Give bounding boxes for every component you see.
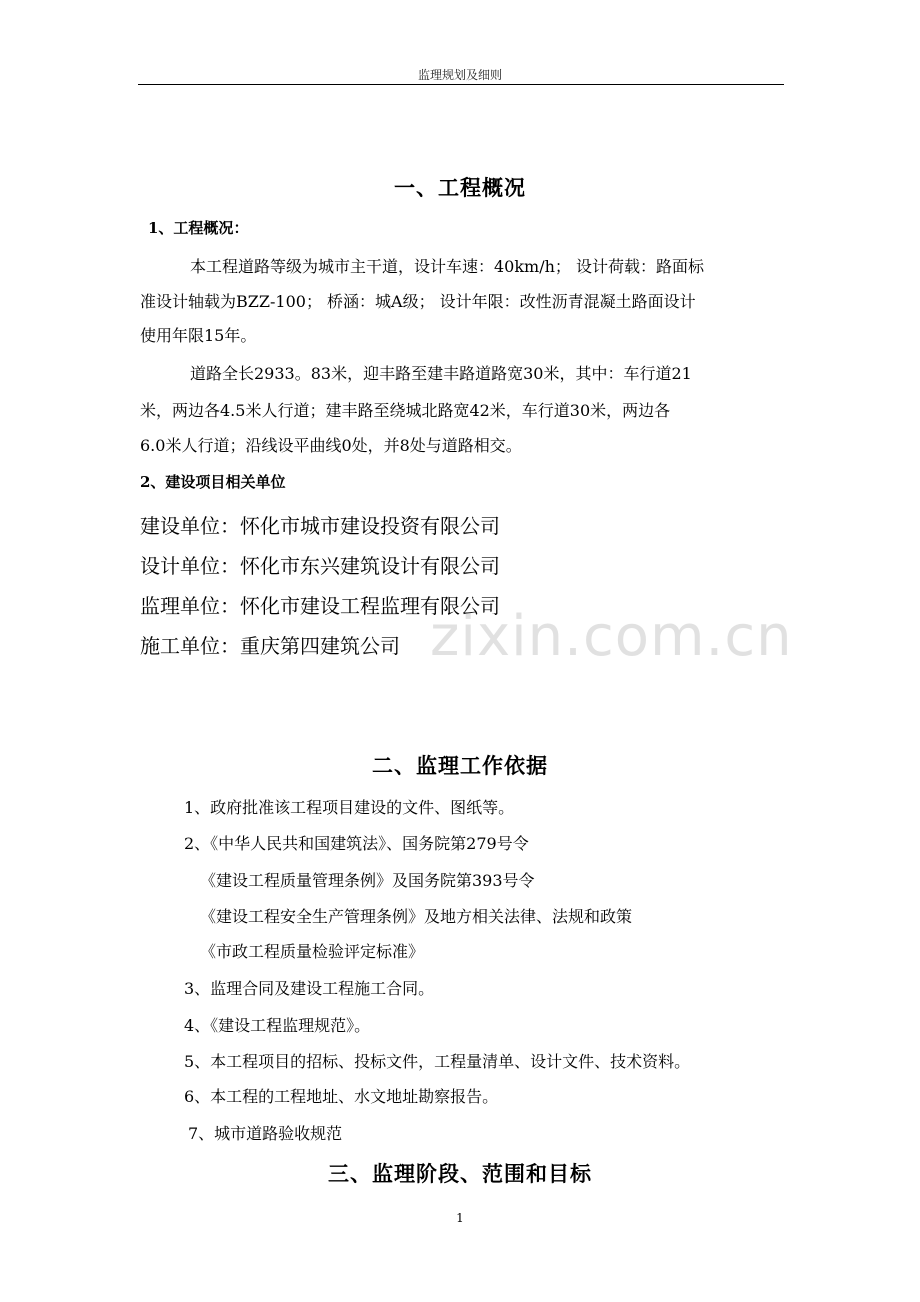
basis-item-4: 4、《建设工程监理规范》。 [184, 1016, 371, 1035]
header-rule [138, 84, 784, 85]
para2-line1: 道路全长2933。83米，迎丰路至建丰路道路宽30米，其中：车行道21 [190, 364, 692, 383]
running-header: 监理规划及细则 [417, 68, 502, 82]
page-number: 1 [456, 1211, 464, 1225]
basis-item-7: 7、城市道路验收规范 [188, 1124, 343, 1143]
subsection-1-title: 1、工程概况： [148, 219, 249, 237]
basis-item-2: 2、《中华人民共和国建筑法》、国务院第279号令 [184, 834, 529, 853]
para1-line1: 本工程道路等级为城市主干道，设计车速：40km/h； 设计荷载：路面标 [190, 257, 705, 276]
basis-item-5: 5、本工程项目的招标、投标文件，工程量清单、设计文件、技术资料。 [184, 1052, 691, 1071]
para2-line2: 米，两边各4.5米人行道；建丰路至绕城北路宽42米，车行道30米，两边各 [140, 401, 671, 420]
basis-item-1: 1、政府批准该工程项目建设的文件、图纸等。 [184, 798, 515, 817]
unit-contractor: 施工单位：重庆第四建筑公司 [140, 634, 400, 658]
unit-design: 设计单位：怀化市东兴建筑设计有限公司 [140, 554, 500, 578]
watermark: zixin.com.cn [430, 604, 793, 669]
section-3-heading: 三、监理阶段、范围和目标 [328, 1161, 592, 1186]
unit-supervision: 监理单位：怀化市建设工程监理有限公司 [140, 594, 500, 618]
basis-item-2c: 《市政工程质量检验评定标准》 [200, 942, 425, 961]
para2-line3: 6.0米人行道；沿线设平曲线0处，并8处与道路相交。 [140, 436, 522, 455]
section-1-heading: 一、工程概况 [394, 175, 526, 200]
unit-construction: 建设单位：怀化市城市建设投资有限公司 [140, 514, 500, 538]
basis-item-3: 3、监理合同及建设工程施工合同。 [184, 979, 435, 998]
para1-line3: 使用年限15年。 [140, 326, 257, 345]
subsection-2-title: 2、建设项目相关单位 [140, 473, 286, 491]
para1-line2: 准设计轴载为BZZ-100； 桥涵：城A级； 设计年限：改性沥青混凝土路面设计 [140, 292, 696, 311]
basis-item-6: 6、本工程的工程地址、水文地址勘察报告。 [184, 1087, 499, 1106]
section-2-heading: 二、监理工作依据 [372, 753, 548, 778]
basis-item-2b: 《建设工程安全生产管理条例》及地方相关法律、法规和政策 [200, 907, 633, 926]
basis-item-2a: 《建设工程质量管理条例》及国务院第393号令 [200, 871, 535, 890]
